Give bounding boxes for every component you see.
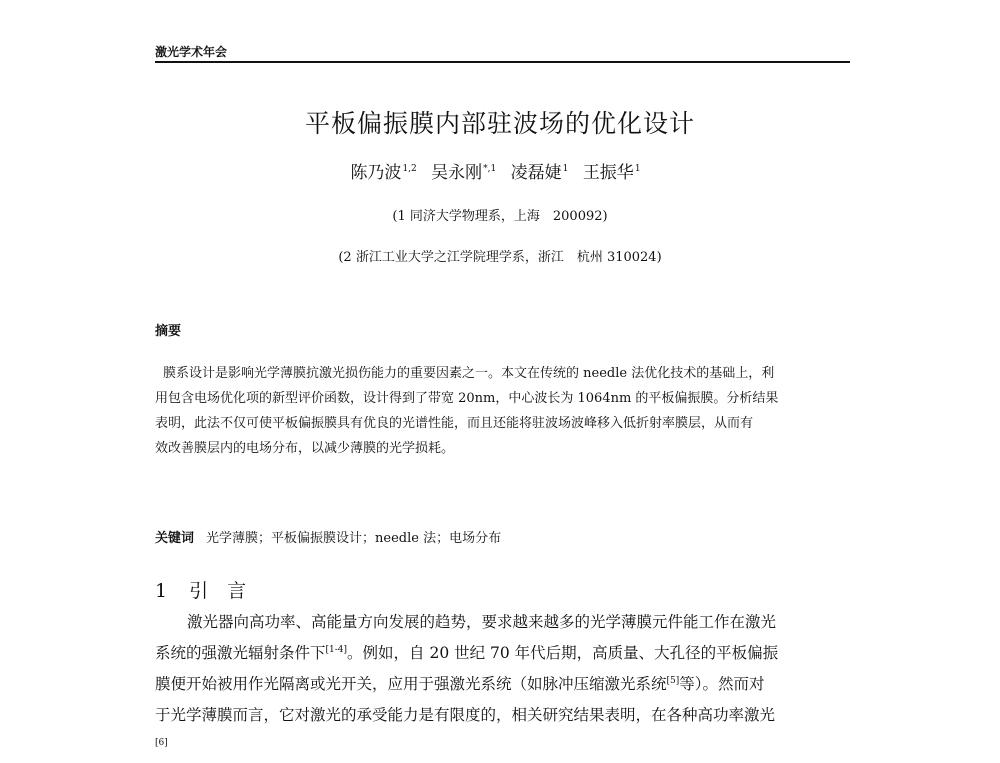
author [350, 163, 419, 183]
section-number: 1 [155, 580, 168, 602]
abstract-line: 膜系设计是影响光学薄膜抗激光损伤能力的重要因素之一。本文在传统的 needle 法优化技术的基础上，利 [163, 366, 775, 381]
author-name: 王振华 [582, 163, 634, 183]
body-line [155, 639, 855, 670]
abstract-text [155, 365, 855, 465]
body-text-run: 等）。然而对 [679, 675, 765, 694]
author-affiliation-mark: 1 [634, 164, 641, 175]
citation-ref: [5] [666, 676, 680, 686]
affiliation-2: (2 浙江工业大学之江学院理学系，浙江 杭州 310024) [338, 250, 662, 265]
body-text-run: 系统的强激光辐射条件下 [155, 644, 326, 663]
author [583, 163, 644, 183]
author-name: 吴永刚 [431, 163, 483, 183]
abstract-line: 表明，此法不仅可使平板偏振膜具有优良的光谱性能，而且还能将驻波场波峰移入低折射率膜层，从而有 [155, 416, 754, 431]
author-affiliation-mark: 1 [562, 164, 569, 175]
keywords-text: 光学薄膜；平板偏振膜设计；needle 法；电场分布 [206, 531, 502, 546]
keywords [155, 527, 501, 546]
keywords-label: 关键词 [155, 531, 195, 546]
body-text-run: 。例如，自 20 世纪 70 年代后期，高质量、大孔径的平板偏振 [347, 644, 779, 663]
author [431, 163, 499, 183]
body-line [155, 670, 855, 701]
paper-title: 平板偏振膜内部驻波场的优化设计 [304, 109, 695, 138]
author-affiliation-mark: *,1 [483, 164, 497, 175]
running-header: 激光学术年会 [155, 45, 228, 59]
author-list [0, 158, 1000, 183]
header-rule [155, 61, 850, 63]
section-title: 引 言 [189, 580, 247, 602]
body-text [155, 608, 855, 763]
body-line [155, 608, 855, 639]
section-heading [155, 576, 246, 603]
citation-ref: [6] [155, 738, 168, 748]
abstract-heading: 摘要 [155, 324, 182, 339]
citation-ref: [1-4] [325, 645, 348, 655]
affiliation-1: (1 同济大学物理系，上海 200092) [392, 209, 608, 224]
abstract-line: 用包含电场优化项的新型评价函数，设计得到了带宽 20nm，中心波长为 1064nm 的平板偏振膜。分析结果 [155, 391, 779, 406]
abstract-line: 效改善膜层内的电场分布，以减少薄膜的光学损耗。 [155, 441, 455, 456]
body-text-run: 于光学薄膜而言，它对激光的承受能力是有限度的，相关研究结果表明，在各种高功率激光 [155, 706, 776, 725]
author [511, 163, 572, 183]
author-name: 陈乃波 [350, 163, 402, 183]
author-name: 凌磊婕 [510, 163, 562, 183]
body-text-run: 激光器向高功率、高能量方向发展的趋势，要求越来越多的光学薄膜元件能工作在激光 [187, 613, 777, 632]
body-line [155, 732, 855, 763]
author-affiliation-mark: 1,2 [402, 164, 417, 175]
body-line [155, 701, 855, 732]
body-text-run: 膜便开始被用作光隔离或光开关，应用于强激光系统（如脉冲压缩激光系统 [155, 675, 667, 694]
